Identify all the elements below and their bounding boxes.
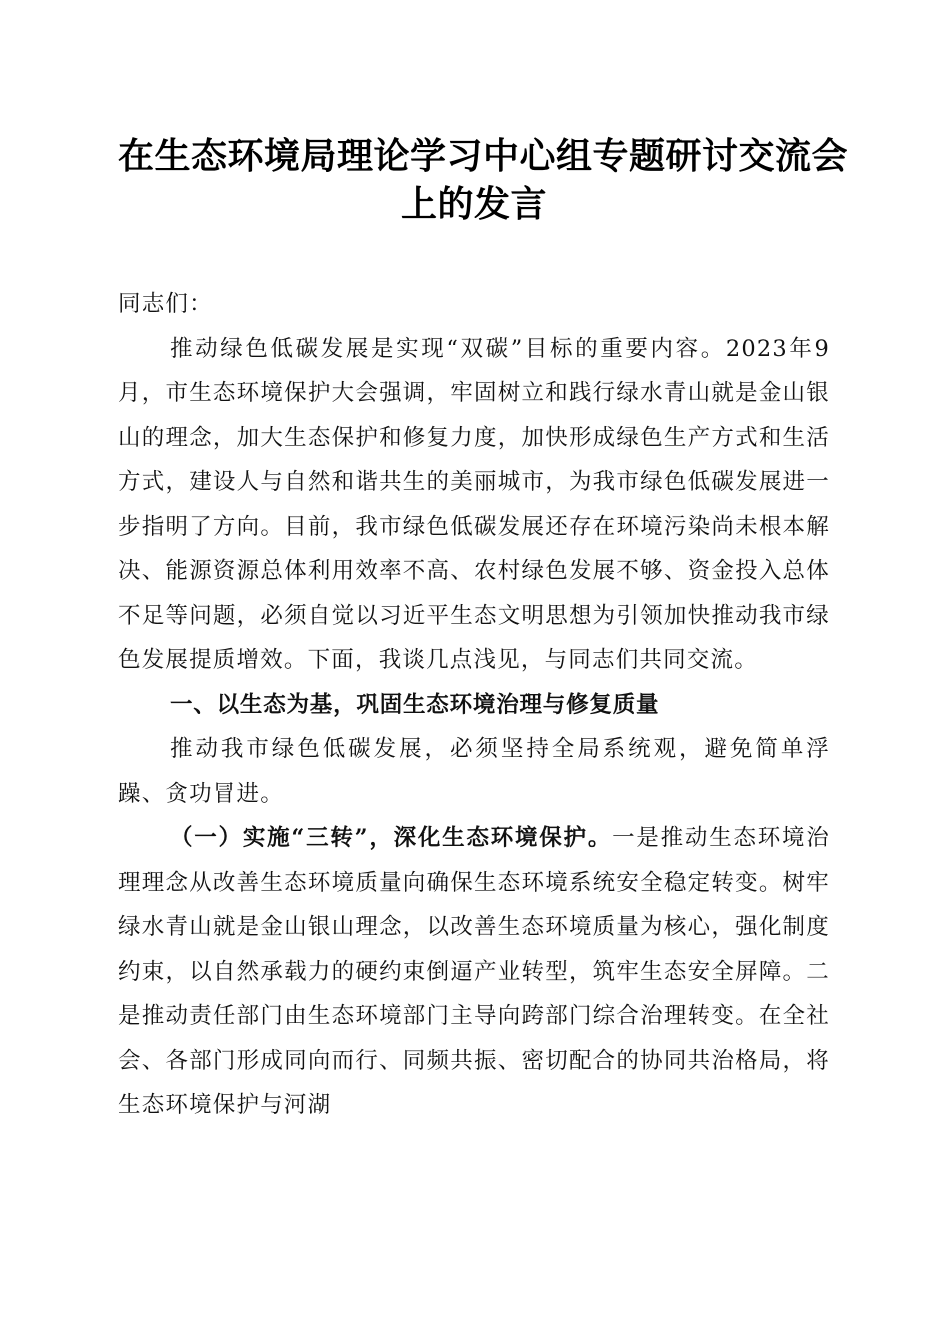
salutation: 同志们： (118, 291, 213, 317)
document-body (118, 282, 830, 1128)
title-line-1: 在生态环境局理论学习中心组专题研讨交流会 (118, 135, 849, 177)
paragraph-subsection-1 (118, 816, 830, 1128)
subsection-text-1: 一是推动生态环境治理理念从改善生态环境质量向确保生态环境系统安全稳定转变。树牢绿水青山就是金山银山理念，以改善生态环境质量为核心，强化制度约束，以自然承载力的硬约束倒逼产业转型，筑牢生态安全屏障。二是推动责任部门由生态环境部门主导向跨部门综合治理转变。在全社会、各部门形成同向而行、同频共振、密切配合的协同共治格局，将生态环境保护与河湖 (118, 825, 830, 1118)
paragraph-intro: 推动绿色低碳发展是实现“双碳”目标的重要内容。2023年9月，市生态环境保护大会强调，牢固树立和践行绿水青山就是金山银山的理念，加大生态保护和修复力度，加快形成绿色生产方式和生活方式，建设人与自然和谐共生的美丽城市，为我市绿色低碳发展进一步指明了方向。目前，我市绿色低碳发展还存在环境污染尚未根本解决、能源资源总体利用效率不高、农村绿色发展不够、资金投入总体不足等问题，必须自觉以习近平生态文明思想为引领加快推动我市绿色发展提质增效。下面，我谈几点浅见，与同志们共同交流。 (118, 335, 830, 673)
document-page (118, 132, 849, 1128)
subsection-title-1: （一）实施“三转”，深化生态环境保护。 (170, 825, 613, 851)
paragraph-section-1: 推动我市绿色低碳发展，必须坚持全局系统观，避免简单浮躁、贪功冒进。 (118, 736, 830, 807)
section-heading-1: 一、以生态为基，巩固生态环境治理与修复质量 (170, 691, 660, 718)
document-title (118, 132, 849, 228)
title-line-2: 上的发言 (400, 183, 547, 225)
